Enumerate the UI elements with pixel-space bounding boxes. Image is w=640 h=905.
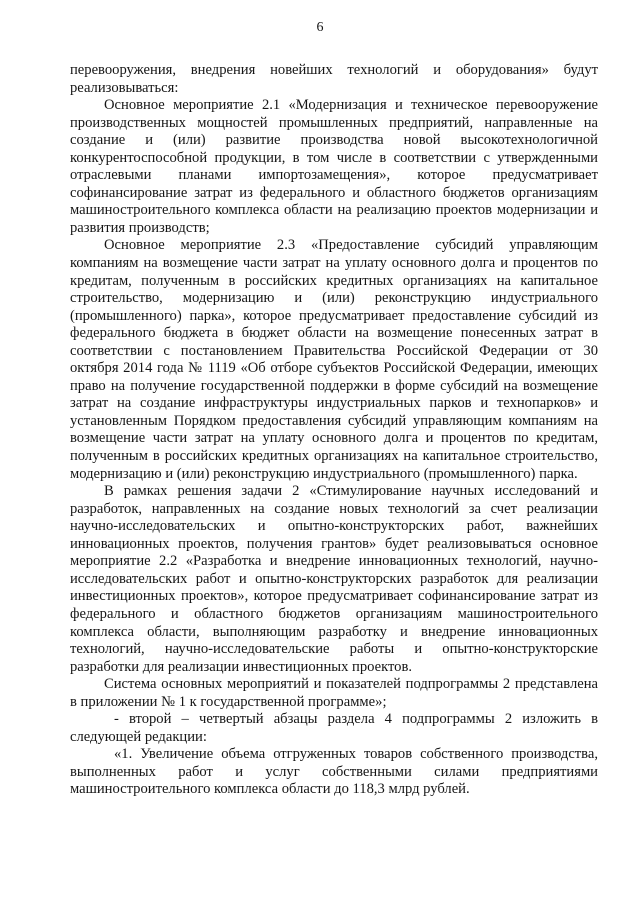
page-number: 6 — [316, 20, 324, 35]
paragraph-measure-2-3: Основное мероприятие 2.3 «Предоставление субсидий управляющим компаниям на возмещение части затрат на уплату основного долга и процентов по кредитам, полученным в российских кредитных организациях на капитальное строительство, модернизацию и (или) реконструкцию индустриального (промышленного) парка», которое предусматривает предоставление субсидий из федерального бюджета в бюджет области на возмещение понесенных затрат в соответствии с постановлением Правительства Российской Федерации от 30 октября 2014 года № 1119 «Об отборе субъектов Российской Федерации, имеющих право на получение государственной поддержки в форме субсидий на возмещение затрат на создание инфраструктуры индустриальных парков и технопарков» и установленным Порядком предоставления субсидий управляющим компаниям на возмещение части затрат на уплату основного долга и процентов по кредитам, полученным в российских кредитных организациях на капитальное строительство, модернизацию и (или) реконструкцию индустриального (промышленного) парка. — [70, 237, 598, 482]
paragraph-measure-2-1: Основное мероприятие 2.1 «Модернизация и техническое перевооружение производственных мощностей промышленных предприятий, направленные на создание и (или) развитие производства новой высокотехнологичной конкурентоспособной продукции, в том числе в соответствии с утвержденными отраслевыми планами импортозамещения», которое предусматривает софинансирование затрат из федерального и областного бюджетов организациям машиностроительного комплекса области на реализацию проектов модернизации и развития производств; — [70, 97, 598, 236]
document-text — [70, 62, 598, 799]
paragraph-task-2: В рамках решения задачи 2 «Стимулирование научных исследований и разработок, направленных на создание новых технологий за счет реализации научно-исследовательских и опытно-конструкторских работ, важнейших инновационных проектов, получения грантов» будет реализовываться основное мероприятие 2.2 «Разработка и внедрение инновационных технологий, научно-исследовательских работ и опытно-конструкторских разработок для реализации инвестиционных проектов», которое предусматривает софинансирование затрат из федерального и областного бюджетов организациям машиностроительного комплекса области, выполняющим разработку и внедрение инновационных технологий, научно-исследовательские работы и опытно-конструкторские разработки для реализации инвестиционных проектов. — [70, 483, 598, 675]
paragraph-amendment: - второй – четвертый абзацы раздела 4 подпрограммы 2 изложить в следующей редакции: — [70, 711, 598, 745]
paragraph-system-of-measures: Система основных мероприятий и показателей подпрограммы 2 представлена в приложении № 1 к государственной программе»; — [70, 676, 598, 710]
paragraph-continuation: перевооружения, внедрения новейших технологий и оборудования» будут реализовываться: — [70, 62, 598, 96]
paragraph-item-1: «1. Увеличение объема отгруженных товаров собственного производства, выполненных работ и услуг собственными силами предприятиями машиностроительного комплекса области до 118,3 млрд рублей. — [70, 746, 598, 798]
